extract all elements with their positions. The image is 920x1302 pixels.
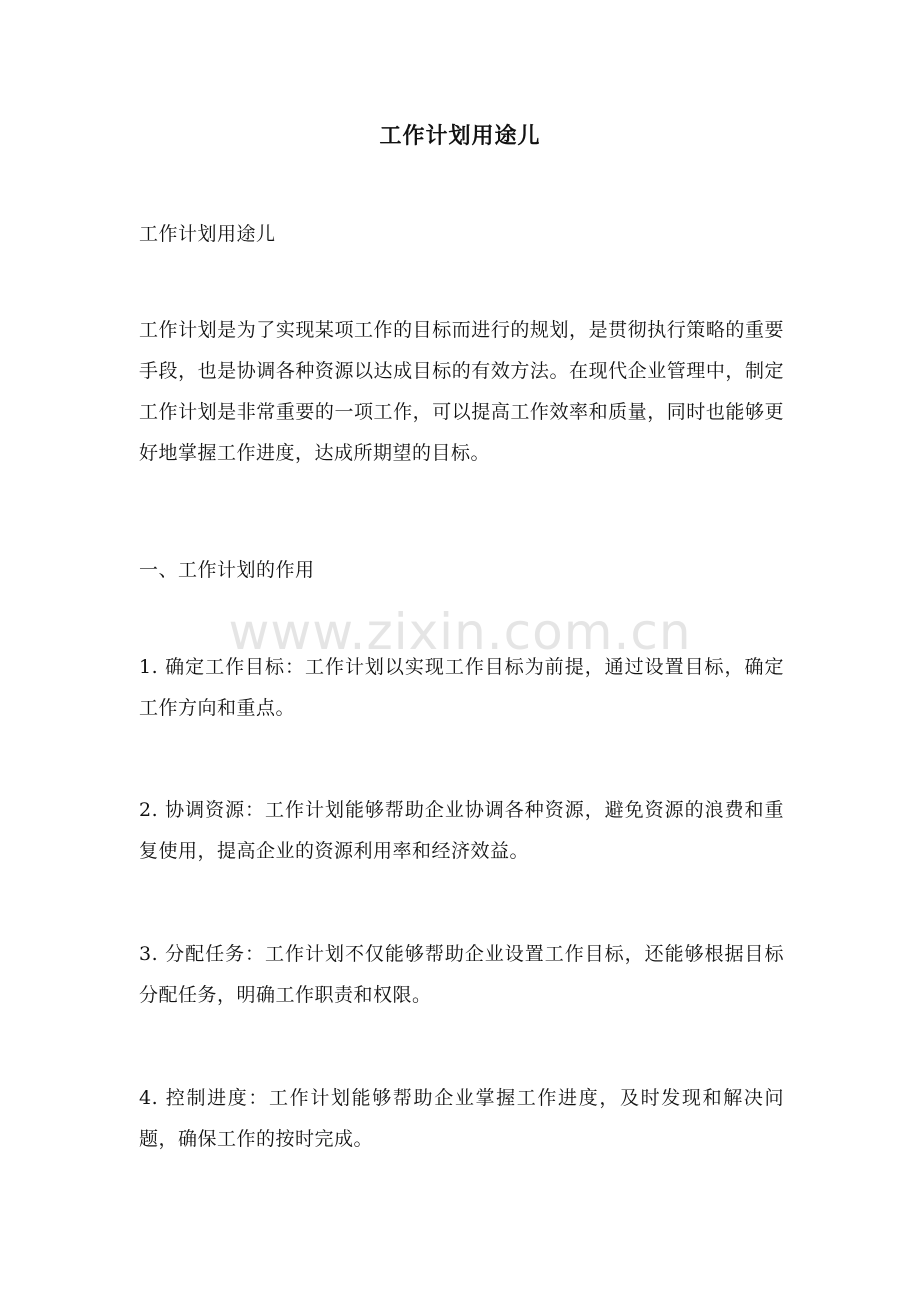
list-item: 3. 分配任务：工作计划不仅能够帮助企业设置工作目标，还能够根据目标分配任务，明确工作职责和权限。 bbox=[139, 943, 784, 1006]
list-item: 1. 确定工作目标：工作计划以实现工作目标为前提，通过设置目标，确定工作方向和重点。 bbox=[139, 656, 784, 719]
section-heading: 一、工作计划的作用 bbox=[139, 559, 315, 581]
list-item: 2. 协调资源：工作计划能够帮助企业协调各种资源，避免资源的浪费和重复使用，提高企业的资源利用率和经济效益。 bbox=[139, 799, 784, 862]
watermark: www.zixin.com.cn bbox=[228, 603, 692, 661]
document-title: 工作计划用途儿 bbox=[379, 123, 541, 149]
document-subtitle: 工作计划用途儿 bbox=[139, 223, 276, 245]
intro-paragraph: 工作计划是为了实现某项工作的目标而进行的规划，是贯彻执行策略的重要手段，也是协调各种资源以达成目标的有效方法。在现代企业管理中，制定工作计划是非常重要的一项工作，可以提高工作效率和质量，同时也能够更好地掌握工作进度，达成所期望的目标。 bbox=[139, 319, 784, 464]
list-item: 4. 控制进度：工作计划能够帮助企业掌握工作进度，及时发现和解决问题，确保工作的按时完成。 bbox=[139, 1087, 784, 1150]
